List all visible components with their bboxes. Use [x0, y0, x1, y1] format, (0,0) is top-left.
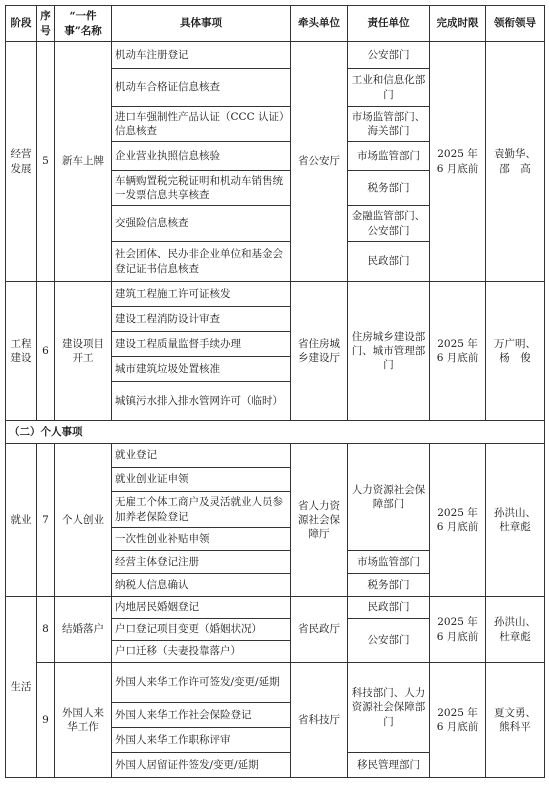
header-leader: 领衔领导 — [486, 6, 545, 42]
leader-cell: 夏文勇、熊科平 — [486, 663, 545, 778]
no-cell: 9 — [37, 663, 55, 778]
matters-table — [5, 5, 545, 778]
item-cell: 就业登记 — [112, 444, 291, 468]
header-items: 具体事项 — [112, 6, 291, 42]
item-cell: 户口登记项目变更（婚姻状况） — [112, 619, 291, 641]
item-cell: 无雇工个体工商户及灵活就业人员参加养老保险登记 — [112, 492, 291, 528]
item-cell: 进口车强制性产品认证（CCC 认证）信息核查 — [112, 107, 291, 142]
table-row — [6, 597, 545, 619]
item-cell: 建设工程消防设计审查 — [112, 307, 291, 332]
section-title: （二）个人事项 — [6, 421, 545, 444]
section-row — [6, 421, 545, 444]
item-cell: 机动车合格证信息核查 — [112, 69, 291, 107]
item-cell: 社会团体、民办非企业单位和基金会登记证书信息核查 — [112, 242, 291, 282]
resp-unit-cell: 市场监管部门 — [348, 142, 430, 171]
matter-name-cell: 个人创业 — [55, 444, 112, 597]
resp-unit-cell: 市场监管部门 — [348, 551, 430, 574]
matter-name-cell: 建设项目开工 — [55, 282, 112, 421]
leader-cell: 万广明、杨 俊 — [486, 282, 545, 421]
lead-unit-cell: 省住房城乡建设厅 — [291, 282, 348, 421]
lead-unit-cell: 省科技厅 — [291, 663, 348, 778]
matter-name-cell: 新车上牌 — [55, 42, 112, 282]
item-cell: 内地居民婚姻登记 — [112, 597, 291, 619]
table-row — [6, 42, 545, 69]
matter-name-cell: 外国人来华工作 — [55, 663, 112, 778]
stage-cell: 就业 — [6, 444, 37, 597]
item-cell: 建筑工程施工许可证核发 — [112, 282, 291, 307]
resp-unit-cell: 移民管理部门 — [348, 753, 430, 778]
stage-cell: 生活 — [6, 597, 37, 778]
deadline-cell: 2025 年 6 月底前 — [430, 444, 486, 597]
leader-cell: 袁勤华、邵 高 — [486, 42, 545, 282]
resp-unit-cell: 工业和信息化部门 — [348, 69, 430, 107]
resp-unit-cell: 民政部门 — [348, 597, 430, 619]
resp-unit-cell: 住房城乡建设部门、城市管理部门 — [348, 282, 430, 421]
header-no: 序号 — [37, 6, 55, 42]
no-cell: 6 — [37, 282, 55, 421]
item-cell: 一次性创业补贴申领 — [112, 528, 291, 551]
item-cell: 外国人来华工作职称评审 — [112, 728, 291, 753]
resp-unit-cell: 税务部门 — [348, 171, 430, 206]
item-cell: 就业创业证申领 — [112, 468, 291, 492]
deadline-cell: 2025 年 6 月底前 — [430, 663, 486, 778]
item-cell: 建设工程质量监督手续办理 — [112, 332, 291, 357]
no-cell: 8 — [37, 597, 55, 663]
resp-unit-cell: 民政部门 — [348, 242, 430, 282]
stage-cell: 经营发展 — [6, 42, 37, 282]
matter-name-cell: 结婚落户 — [55, 597, 112, 663]
table-row — [6, 444, 545, 468]
lead-unit-cell: 省公安厅 — [291, 42, 348, 282]
header-time: 完成时限 — [430, 6, 486, 42]
item-cell: 外国人来华工作许可签发/变更/延期 — [112, 663, 291, 703]
item-cell: 城市建筑垃圾处置核准 — [112, 357, 291, 382]
lead-unit-cell: 省民政厅 — [291, 597, 348, 663]
table-row — [6, 282, 545, 307]
item-cell: 外国人居留证件签发/变更/延期 — [112, 753, 291, 778]
resp-unit-cell: 公安部门 — [348, 619, 430, 663]
table-row — [6, 663, 545, 703]
item-cell: 户口迁移（夫妻投靠落户） — [112, 641, 291, 663]
resp-unit-cell: 公安部门 — [348, 42, 430, 69]
header-lead: 牵头单位 — [291, 6, 348, 42]
resp-unit-cell: 金融监管部门、公安部门 — [348, 206, 430, 242]
item-cell: 交强险信息核查 — [112, 206, 291, 242]
lead-unit-cell: 省人力资源社会保障厅 — [291, 444, 348, 597]
header-row — [6, 6, 545, 42]
item-cell: 纳税人信息确认 — [112, 574, 291, 597]
stage-cell: 工程建设 — [6, 282, 37, 421]
item-cell: 外国人来华工作社会保险登记 — [112, 703, 291, 728]
resp-unit-cell: 人力资源社会保障部门 — [348, 444, 430, 551]
header-resp: 责任单位 — [348, 6, 430, 42]
resp-unit-cell: 市场监管部门、海关部门 — [348, 107, 430, 142]
item-cell: 经营主体登记注册 — [112, 551, 291, 574]
leader-cell: 孙洪山、杜章彪 — [486, 444, 545, 597]
leader-cell: 孙洪山、杜章彪 — [486, 597, 545, 663]
resp-unit-cell: 科技部门、人力资源社会保障部门 — [348, 663, 430, 753]
item-cell: 城镇污水排入排水管网许可（临时） — [112, 382, 291, 421]
item-cell: 企业营业执照信息核验 — [112, 142, 291, 171]
item-cell: 机动车注册登记 — [112, 42, 291, 69]
item-cell: 车辆购置税完税证明和机动车销售统一发票信息共享核查 — [112, 171, 291, 206]
deadline-cell: 2025 年 6 月底前 — [430, 42, 486, 282]
deadline-cell: 2025 年 6 月底前 — [430, 597, 486, 663]
resp-unit-cell: 税务部门 — [348, 574, 430, 597]
no-cell: 7 — [37, 444, 55, 597]
header-name: “一件事”名称 — [55, 6, 112, 42]
header-stage: 阶段 — [6, 6, 37, 42]
no-cell: 5 — [37, 42, 55, 282]
deadline-cell: 2025 年 6 月底前 — [430, 282, 486, 421]
